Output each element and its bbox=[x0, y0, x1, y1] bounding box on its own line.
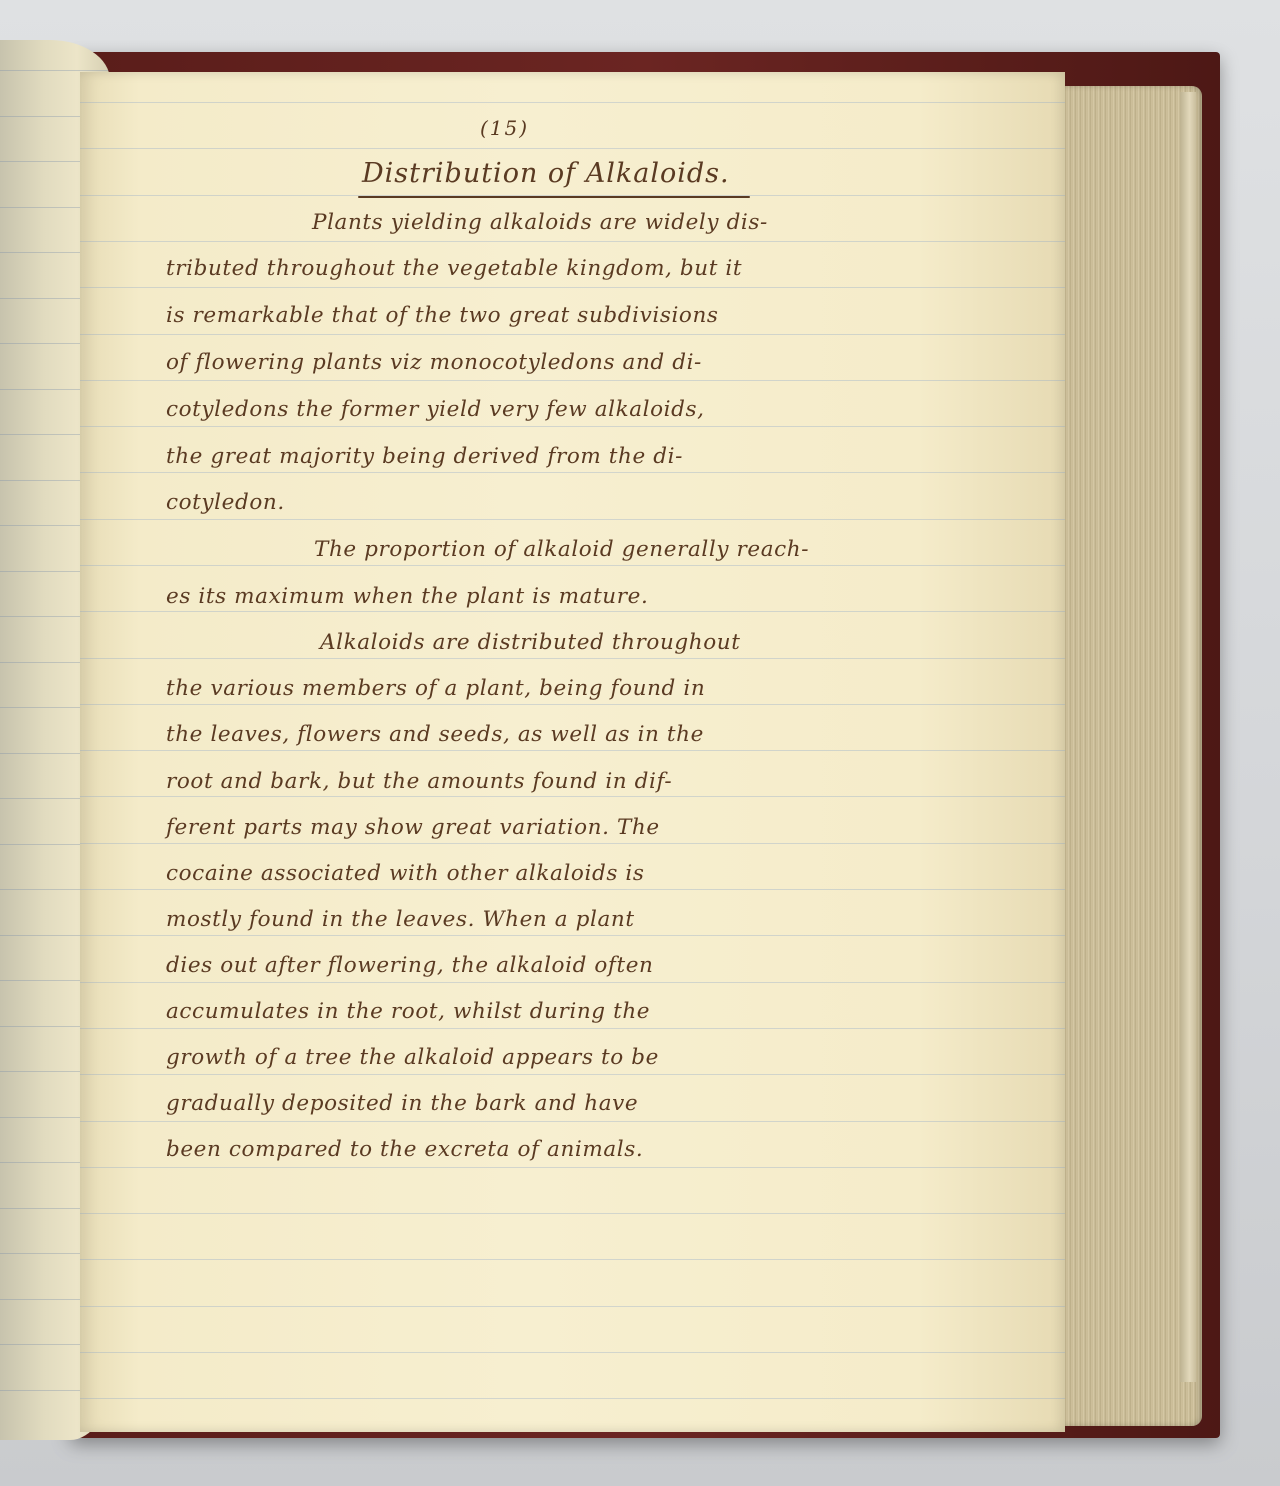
text-line: es its maximum when the plant is mature. bbox=[166, 584, 649, 609]
text-line: dies out after flowering, the alkaloid often bbox=[166, 953, 654, 978]
ruled-line bbox=[80, 704, 1065, 705]
ruled-line bbox=[80, 889, 1065, 890]
ruled-line bbox=[80, 287, 1065, 288]
text-line: the various members of a plant, being found in bbox=[166, 676, 706, 701]
ruled-line bbox=[80, 1028, 1065, 1029]
ruled-line bbox=[80, 426, 1065, 427]
ruled-line bbox=[80, 1398, 1065, 1399]
ruled-line bbox=[80, 935, 1065, 936]
ruled-line bbox=[80, 1074, 1065, 1075]
ruled-line bbox=[80, 102, 1065, 103]
ruled-line bbox=[80, 611, 1065, 612]
page-title: Distribution of Alkaloids. bbox=[362, 158, 730, 189]
text-line: Alkaloids are distributed throughout bbox=[320, 630, 741, 655]
ruled-line bbox=[80, 1167, 1065, 1168]
ruled-line bbox=[80, 565, 1065, 566]
text-line: tributed throughout the vegetable kingdom, but it bbox=[166, 256, 743, 281]
ruled-line bbox=[80, 380, 1065, 381]
ruled-line bbox=[80, 1121, 1065, 1122]
ruled-line bbox=[80, 982, 1065, 983]
text-line: Plants yielding alkaloids are widely dis- bbox=[312, 210, 768, 235]
page-block-highlight bbox=[1180, 92, 1196, 1382]
text-line: growth of a tree the alkaloid appears to be bbox=[166, 1045, 659, 1070]
page-number: (15) bbox=[480, 116, 530, 140]
text-line: cotyledons the former yield very few alkaloids, bbox=[166, 397, 705, 422]
ruled-line bbox=[0, 70, 110, 71]
text-line: the great majority being derived from the di- bbox=[166, 444, 683, 469]
text-line: mostly found in the leaves. When a plant bbox=[166, 907, 635, 932]
text-line: the leaves, flowers and seeds, as well as in the bbox=[166, 722, 704, 747]
text-line: ferent parts may show great variation. The bbox=[166, 815, 660, 840]
ruled-line bbox=[80, 148, 1065, 149]
text-line: cocaine associated with other alkaloids is bbox=[166, 861, 645, 886]
ruled-line bbox=[80, 1259, 1065, 1260]
ruled-line bbox=[80, 334, 1065, 335]
text-line: cotyledon. bbox=[166, 490, 285, 515]
ruled-line bbox=[80, 1213, 1065, 1214]
ruled-line bbox=[80, 796, 1065, 797]
ruled-line bbox=[80, 658, 1065, 659]
text-line: is remarkable that of the two great subdivisions bbox=[166, 303, 719, 328]
ruled-line bbox=[80, 843, 1065, 844]
text-line: gradually deposited in the bark and have bbox=[166, 1091, 639, 1116]
ruled-line bbox=[80, 519, 1065, 520]
manuscript-page bbox=[80, 72, 1065, 1432]
text-line: root and bark, but the amounts found in dif- bbox=[166, 769, 673, 794]
text-line: The proportion of alkaloid generally reach- bbox=[314, 537, 810, 562]
text-line: been compared to the excreta of animals. bbox=[166, 1137, 644, 1162]
ruled-line bbox=[80, 750, 1065, 751]
text-line: of flowering plants viz monocotyledons and di- bbox=[166, 350, 702, 375]
ruled-line bbox=[80, 241, 1065, 242]
ruled-line bbox=[80, 472, 1065, 473]
ruled-line bbox=[80, 1306, 1065, 1307]
title-underline bbox=[358, 196, 750, 198]
ruled-line bbox=[80, 1352, 1065, 1353]
text-line: accumulates in the root, whilst during the bbox=[166, 999, 651, 1024]
